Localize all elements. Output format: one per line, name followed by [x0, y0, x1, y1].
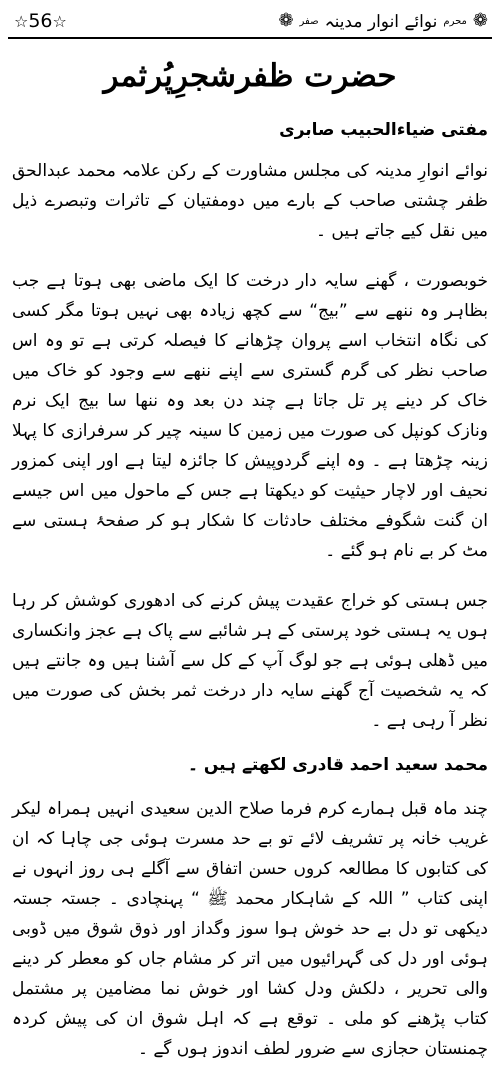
- second-author-line: محمد سعید احمد قادری لکھتے ہیں ۔: [187, 755, 488, 775]
- flower-icon: ❁: [472, 10, 488, 31]
- article-title: حضرت ظفرشجرِپُرثمر: [103, 58, 397, 94]
- header-rule: [8, 37, 492, 39]
- flower-icon: ❁: [278, 10, 294, 31]
- header-month-right: صفر: [299, 15, 319, 27]
- article-author: مفتی ضیاءالحبیب صابری: [279, 120, 488, 140]
- paragraph-tree: خوبصورت ، گھنے سایہ دار درخت کا ایک ماضی بھی ہوتا ہے جب بظاہر وہ ننھے سے ”بیج“ سے کچھ زیادہ بھی نہیں ہوتا مگر کسی کی نگاہ انتخاب اسے پروان چڑھانے کا فیصلہ کرتی ہے تو وہ اس صاحب نظر کی گرم گستری سے اپنے ننھے سے وجود کو خاک میں خاک کر دینے پر تل جاتا ہے چند دن بعد وہ ننھا سا بیج ایک نرم ونازک کونپل کی صورت میں زمین کا سینہ چیر کر سرفرازی کا پہلا زینہ چڑھتا ہے ۔ وہ اپنے گردوپیش کا جائزہ لیتا ہے اور اپنی کمزور نحیف اور لاچار حیثیت کو دیکھتا ہے جس کے ماحول میں اس جیسے ان گنت شگوفے مختلف حادثات کا شکار ہو کر صفحۂ ہستی سے مٹ کر بے نام ہو گئے ۔: [12, 271, 488, 561]
- header-month-left: محرم: [443, 15, 467, 27]
- paragraph-tribute: جس ہستی کو خراج عقیدت پیش کرنے کی ادھوری کوشش کر رہا ہوں یہ ہستی خود پرستی کے ہر شائبے سے پاک ہے عجز وانکساری میں ڈھلی ہوئی ہے جو لوگ آپ کے کل سے آشنا ہیں وہ جانتے ہیں کہ یہ شخصیت آج گھنے سایہ دار درخت ثمر بخش کی صورت میں نظر آ رہی ہے ۔: [12, 591, 488, 731]
- paragraph-intro: نوائے انوارِ مدینہ کی مجلس مشاورت کے رکن علامہ محمد عبدالحق ظفر چشتی صاحب کے بارے میں دومفتیان کے تاثرات وتبصرے ذیل میں نقل کیے جاتے ہیں ۔: [12, 161, 488, 241]
- magazine-title: نوائے انوار مدینہ: [324, 11, 438, 32]
- running-header: [278, 8, 488, 34]
- article-body: [12, 156, 488, 1084]
- page-number-block: [14, 10, 67, 33]
- page-header: [8, 4, 492, 40]
- paragraph-book: چند ماہ قبل ہمارے کرم فرما صلاح الدین سعیدی انہیں ہمراہ لیکر غریب خانہ پر تشریف لائے تو بے حد مسرت ہوئی جی چاہا کہ ان کی کتابوں کا مطالعہ کروں حسن اتفاق سے آگلے ہی روز انہوں نے اپنی کتاب ” اللہ کے شاہکار محمد ﷺ “ پہنچادی ۔ جستہ جستہ دیکھی تو دل بے حد خوش ہوا سوز وگداز اور ذوق شوق میں ڈوبی ہوئی اور دل کی گہرائیوں میں اتر کر مشام جاں کو معطر کر دینے والی تحریر ، دلکش ودل کشا اور خوش نما مضامین پر مشتمل کتاب پڑھنے کو ملی ۔ توقع ہے کہ اہل شوق ان کی پیش کردہ چمنستان حجازی سے ضرور لطف اندوز ہوں گے ۔: [12, 799, 488, 1059]
- page-number: 56: [28, 10, 53, 32]
- star-icon: ☆: [52, 12, 67, 31]
- star-icon: ☆: [14, 12, 29, 31]
